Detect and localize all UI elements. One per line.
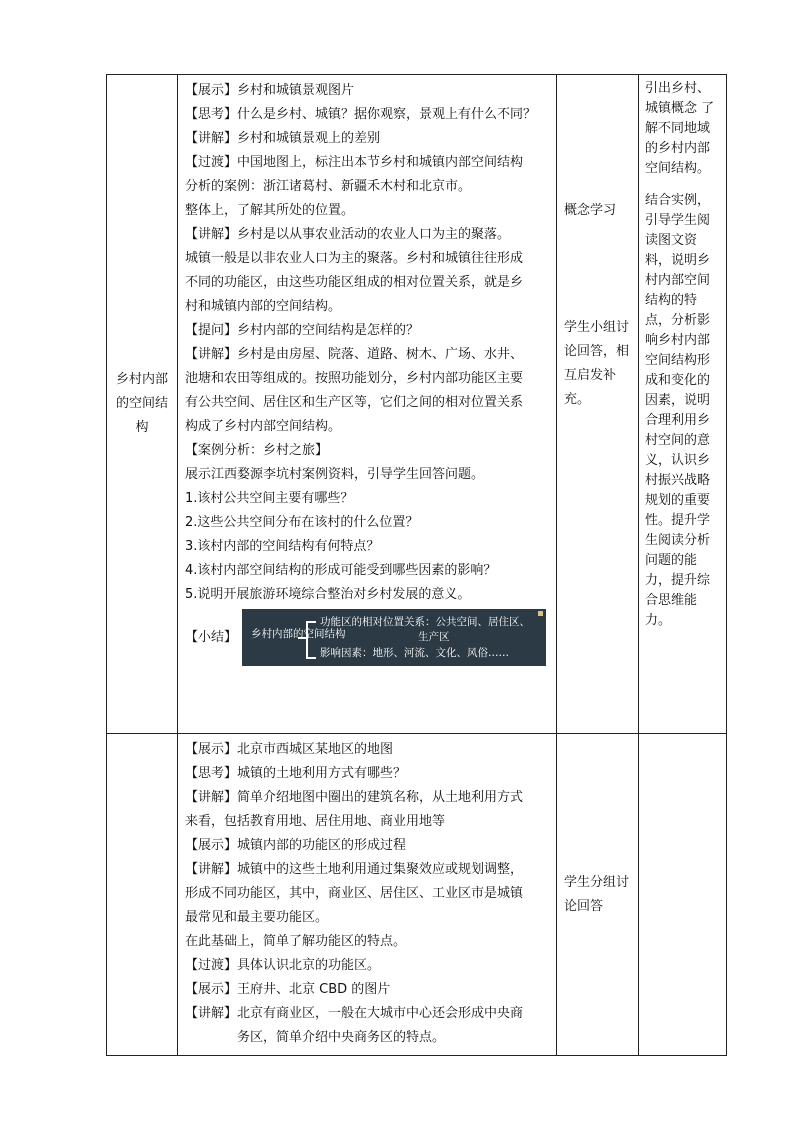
text-line: 1.该村公共空间主要有哪些？	[185, 491, 354, 506]
corner-mark-icon	[538, 611, 543, 616]
summary-row	[185, 609, 550, 666]
text-line: 【展示】乡村和城镇景观图片	[185, 83, 355, 98]
topic-cell	[107, 734, 178, 1056]
text-line: 展示江西婺源李坑村案例资料，引导学生回答问题。	[185, 467, 485, 482]
activity-text-2: 学生小组讨论回答，相互启发补充。	[564, 320, 630, 407]
summary-label: 【小结】	[185, 629, 238, 645]
text-line: 【讲解】北京有商业区，一般在大城市中心还会形成中央商	[185, 1006, 524, 1021]
teaching-process-cell	[178, 75, 557, 734]
table-row	[107, 75, 727, 734]
table-row	[107, 734, 727, 1056]
text-line: 【案例分析：乡村之旅】	[185, 443, 329, 458]
design-intent-cell	[639, 734, 727, 1056]
text-line: 【讲解】乡村和城镇景观上的差别	[185, 131, 381, 146]
text-line: 【讲解】简单介绍地图中圈出的建筑名称，从土地利用方式	[185, 790, 524, 805]
student-activity-cell: 学生分组讨论回答	[557, 734, 639, 1056]
text-line: 分析的案例：浙江诸葛村、新疆禾木村和北京市。	[185, 179, 472, 194]
goal-text-2: 结合实例，引导学生阅读图文资料，说明乡村内部空间结构的特点，分析影响乡村内部空间结构形成和变化的因素，说明合理利用乡村空间的意义，认识乡村振兴战略规划的重要性。提升学生阅读分析问题的能力，提升综合思维能力。	[645, 193, 711, 628]
text-line: 3.该村内部的空间结构有何特点？	[185, 539, 380, 554]
text-line: 城镇一般是以非农业人口为主的聚落。乡村和城镇往往形成	[185, 251, 524, 266]
text-line: 【展示】北京市西城区某地区的地图	[185, 742, 394, 757]
text-line: 在此基础上，简单了解功能区的特点。	[185, 934, 407, 949]
topic-cell: 乡村内部的空间结构	[107, 75, 178, 734]
text-line: 【讲解】乡村是以从事农业活动的农业人口为主的聚落。	[185, 227, 511, 242]
text-line: 务区，简单介绍中央商务区的特点。	[237, 1030, 446, 1045]
text-line: 2.这些公共空间分布在该村的什么位置？	[185, 515, 419, 530]
text-line: 最常见和最主要功能区。	[185, 910, 329, 925]
text-line: 整体上，了解其所处的位置。	[185, 203, 355, 218]
goal-text-1: 引出乡村、城镇概念 了解不同地域的乡村内部空间结构。	[645, 81, 715, 176]
text-line: 【过渡】中国地图上，标注出本节乡村和城镇内部空间结构	[185, 155, 524, 170]
text-line: 5.说明开展旅游环境综合整治对乡村发展的意义。	[185, 587, 471, 602]
text-line: 来看，包括教育用地、居住用地、商业用地等	[185, 814, 446, 829]
text-line: 【展示】城镇内部的功能区的形成过程	[185, 838, 407, 853]
lesson-plan-table	[106, 74, 727, 1056]
text-line: 【展示】王府井、北京 CBD 的图片	[185, 982, 391, 997]
summary-diagram	[242, 609, 546, 666]
text-line: 【过渡】具体认识北京的功能区。	[185, 958, 381, 973]
text-line: 【讲解】城镇中的这些土地利用通过集聚效应或规划调整，	[185, 862, 524, 877]
text-line: 【提问】乡村内部的空间结构是怎样的？	[185, 323, 420, 338]
text-line: 不同的功能区，由这些功能区组成的相对位置关系，就是乡	[185, 275, 524, 290]
summary-branch-1: 功能区的相对位置关系：公共空间、居住区、	[320, 616, 531, 628]
text-line: 形成不同功能区，其中，商业区、居住区、工业区市是城镇	[185, 886, 524, 901]
text-line: 【讲解】乡村是由房屋、院落、道路、树木、广场、水井、	[185, 347, 524, 362]
text-line: 【思考】什么是乡村、城镇？据你观察，景观上有什么不同？	[185, 107, 537, 122]
text-line: 有公共空间、居住区和生产区等，它们之间的相对位置关系	[185, 395, 524, 410]
brace-icon	[306, 621, 316, 659]
text-line: 构成了乡村内部空间结构。	[185, 419, 342, 434]
summary-branch-2: 影响因素：地形、河流、文化、风俗……	[320, 647, 510, 659]
text-line: 村和城镇内部的空间结构。	[185, 299, 342, 314]
summary-branch-1-cont: 生产区	[418, 631, 450, 643]
activity-text-1: 概念学习	[564, 203, 617, 218]
text-line: 【思考】城镇的土地利用方式有哪些？	[185, 766, 407, 781]
text-line: 4.该村内部空间结构的形成可能受到哪些因素的影响？	[185, 563, 497, 578]
teaching-process-cell	[178, 734, 557, 1056]
design-intent-cell	[639, 75, 727, 734]
summary-title: 乡村内部的空间结构	[251, 628, 346, 640]
student-activity-cell	[557, 75, 639, 734]
text-line: 池塘和农田等组成的。按照功能划分，乡村内部功能区主要	[185, 371, 524, 386]
